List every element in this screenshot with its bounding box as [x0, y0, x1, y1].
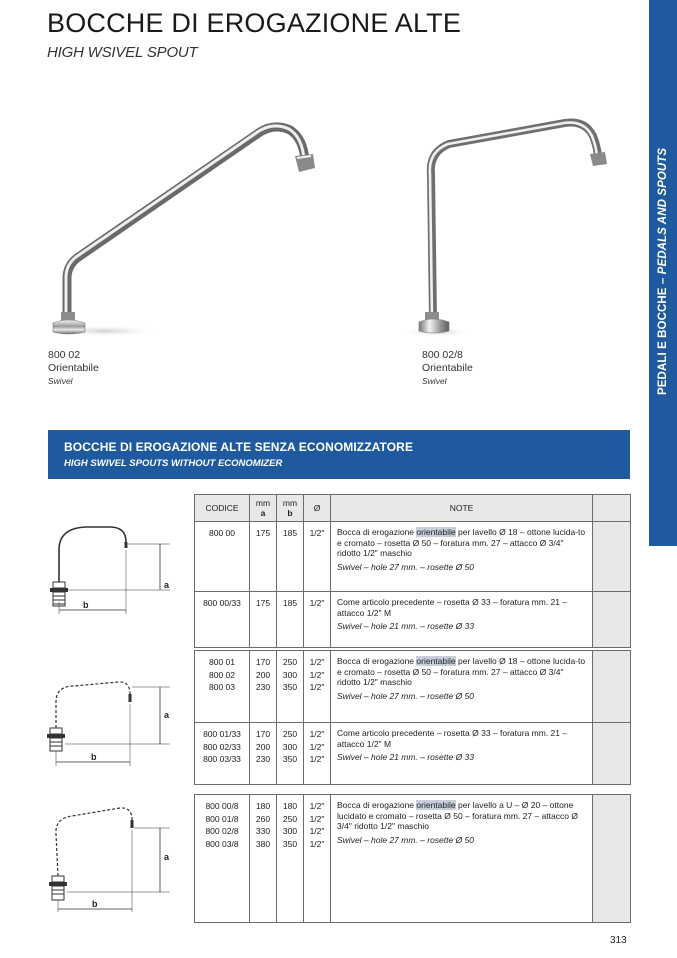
- blank-cell: [593, 795, 631, 923]
- product-name-en: Swivel: [48, 376, 73, 386]
- product-code: 800 02: [48, 349, 81, 361]
- col-codice: CODICE: [195, 495, 250, 522]
- table-cell: 180 260 330 380: [250, 795, 277, 923]
- product-caption-1: [48, 349, 99, 388]
- spout-diagram-2: [40, 670, 190, 770]
- table-row: [195, 651, 631, 723]
- table-row: [195, 723, 631, 785]
- spout-photo-800-02: [45, 118, 325, 343]
- row-note: Come articolo precedente – rosetta Ø 33 – foratura mm. 21 – attacco 1/2" M Swivel – hole 21 mm. – rosette Ø 33: [331, 592, 593, 648]
- spec-table-3: [194, 794, 631, 923]
- table-cell: 170 200 230: [250, 651, 277, 723]
- spout-diagram-3: [40, 800, 190, 915]
- table-cell: 180 250 300 350: [277, 795, 304, 923]
- product-code: 800 02/8: [422, 349, 463, 361]
- table-cell: 800 00/8 800 01/8 800 02/8 800 03/8: [195, 795, 250, 923]
- section-banner: [48, 430, 630, 479]
- page-title: BOCCHE DI EROGAZIONE ALTE: [47, 8, 462, 38]
- product-caption-2: [422, 349, 473, 388]
- page-subtitle: HIGH WSIVEL SPOUT: [47, 44, 198, 61]
- row-note: Bocca di erogazione orientabile per lavello Ø 18 – ottone lucida-to e cromato – rosetta Ø 50 – foratura mm. 27 – attacco Ø 3/4" ridotto 1/2" maschio Swivel – hole 27 mm. – rosette Ø 50: [331, 522, 593, 592]
- product-name: Orientabile: [48, 362, 99, 374]
- row-note: Bocca di erogazione orientabile per lavello Ø 18 – ottone lucida-to e cromato – rosetta Ø 50 – foratura mm. 27 – attacco Ø 3/4" ridotto 1/2" maschio Swivel – hole 27 mm. – rosette Ø 50: [331, 651, 593, 723]
- table-cell: 170 200 230: [250, 723, 277, 785]
- table-cell: 800 01/33 800 02/33 800 03/33: [195, 723, 250, 785]
- blank-cell: [593, 651, 631, 723]
- dim-b-label: b: [92, 899, 98, 909]
- dim-a-label: a: [164, 852, 170, 862]
- table-row: [195, 795, 631, 923]
- spout-photo-800-02-8: [405, 114, 615, 344]
- dim-a-label: a: [164, 580, 170, 590]
- table-cell: 1/2": [304, 522, 331, 592]
- table-cell: 250 300 350: [277, 723, 304, 785]
- side-tab-main: PEDALI E BOCCHE: [657, 287, 669, 395]
- side-tab-separator: –: [657, 274, 669, 288]
- row-note: Come articolo precedente – rosetta Ø 33 – foratura mm. 21 – attacco 1/2" M Swivel – hole 21 mm. – rosette Ø 33: [331, 723, 593, 785]
- col-blank: [593, 495, 631, 522]
- row-note: Bocca di erogazione orientabile per lavello a U – Ø 20 – ottone lucidato e cromato – rosetta Ø 50 – foratura mm. 27 – attacco Ø 3/4" ridotto 1/2" maschio Swivel – hole 27 mm. – rosette Ø 50: [331, 795, 593, 923]
- table-cell: 1/2" 1/2" 1/2": [304, 723, 331, 785]
- dim-a-label: a: [164, 710, 170, 720]
- table-cell: 1/2": [304, 592, 331, 648]
- spec-table-1: [194, 494, 631, 648]
- blank-cell: [593, 522, 631, 592]
- section-subtitle: HIGH SWIVEL SPOUTS WITHOUT ECONOMIZER: [64, 458, 283, 469]
- spout-diagram-1: [40, 510, 190, 620]
- dim-b-label: b: [91, 752, 97, 762]
- table-row: [195, 592, 631, 648]
- table-cell: 185: [277, 592, 304, 648]
- table-row: [195, 522, 631, 592]
- col-mm-a: mm a: [250, 495, 277, 522]
- page-number: 313: [610, 935, 627, 946]
- table-cell: 800 00: [195, 522, 250, 592]
- table-cell: 185: [277, 522, 304, 592]
- col-mm-b: mm b: [277, 495, 304, 522]
- section-title: BOCCHE DI EROGAZIONE ALTE SENZA ECONOMIZZATORE: [64, 440, 414, 454]
- table-cell: 175: [250, 592, 277, 648]
- blank-cell: [593, 723, 631, 785]
- table-cell: 800 00/33: [195, 592, 250, 648]
- product-name-en: Swivel: [422, 376, 447, 386]
- table-cell: 175: [250, 522, 277, 592]
- dim-b-label: b: [83, 600, 89, 610]
- table-cell: 1/2" 1/2" 1/2": [304, 651, 331, 723]
- table-cell: 800 01 800 02 800 03: [195, 651, 250, 723]
- table-header-row: [195, 495, 631, 522]
- spec-table-2: [194, 650, 631, 785]
- col-note: NOTE: [331, 495, 593, 522]
- table-cell: 250 300 350: [277, 651, 304, 723]
- table-cell: 1/2" 1/2" 1/2" 1/2": [304, 795, 331, 923]
- product-name: Orientabile: [422, 362, 473, 374]
- blank-cell: [593, 592, 631, 648]
- side-tab-italic: PEDALS AND SPOUTS: [657, 147, 669, 275]
- col-diam: Ø: [304, 495, 331, 522]
